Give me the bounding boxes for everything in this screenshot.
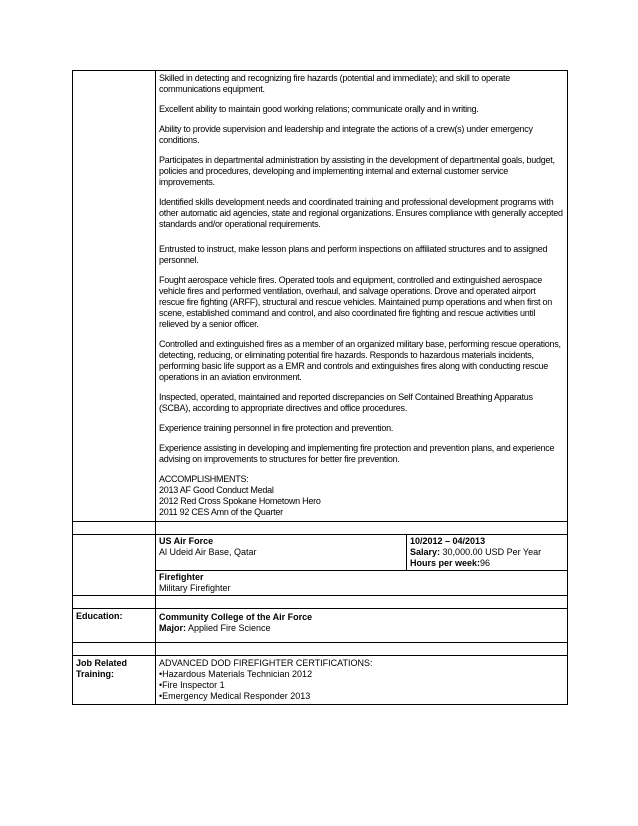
job-hours [410, 558, 564, 569]
experience-description [156, 71, 567, 521]
job-salary [410, 547, 564, 558]
job-dates: 10/2012 – 04/2013 [410, 536, 486, 546]
job-employer-cell [156, 535, 407, 570]
job-details [156, 535, 567, 595]
accomplishment-item: 2013 AF Good Conduct Medal [159, 485, 274, 495]
job-location: Al Udeid Air Base, Qatar [159, 547, 257, 557]
training-item: •Emergency Medical Responder 2013 [159, 691, 311, 701]
spacer-left [73, 596, 156, 608]
duty-paragraph: Participates in departmental administration by assisting in the development of departmental goals, budget, policies and procedures, developing and implementing internal and external customer service improvements. [159, 155, 555, 187]
accomplishment-item: 2012 Red Cross Spokane Hometown Hero [159, 496, 321, 506]
job-meta-cell [407, 535, 567, 570]
experience-label-cell [73, 71, 156, 521]
spacer-right [156, 596, 567, 608]
duty-paragraph: Inspected, operated, maintained and reported discrepancies on Self Contained Breathing Apparatus (SCBA), according to appropriate directives and office procedures. [159, 392, 533, 413]
spacer-right [156, 643, 567, 655]
training-item: •Fire Inspector 1 [159, 680, 225, 690]
duty-paragraph: Excellent ability to maintain good working relations; communicate orally and in writing. [159, 104, 479, 114]
spacer-left [73, 522, 156, 534]
hours-value: 96 [480, 558, 491, 568]
training-heading: ADVANCED DOD FIREFIGHTER CERTIFICATIONS: [159, 658, 373, 668]
job-row [73, 534, 567, 595]
spacer-left [73, 643, 156, 655]
duty-paragraph: Ability to provide supervision and leadership and integrate the actions of a crew(s) under emergency conditions. [159, 124, 533, 145]
accomplishments-heading: ACCOMPLISHMENTS: [159, 474, 249, 484]
duty-paragraph: Identified skills development needs and coordinated training and professional development programs with other automatic aid agencies, state and regional organizations. Ensures compliance with generally accepted standards and/or operational requirements. [159, 197, 563, 229]
spacer-row [73, 595, 567, 608]
duty-paragraph: Experience assisting in developing and implementing fire protection and prevention plans, and experience advising on improvements to structures for better fire prevention. [159, 443, 555, 464]
spacer-right [156, 522, 567, 534]
education-details [156, 609, 567, 642]
duty-paragraph: Controlled and extinguished fires as a member of an organized military base, performing rescue operations, detecting, reducing, or eliminating potential fire hazards. Responds to hazardous materials incidents, performing basic life support as a EMR and controls and extinguishes fires along with conducting rescue operations in an aviation environment. [159, 339, 561, 382]
spacer-row [73, 521, 567, 534]
job-label-cell [73, 535, 156, 595]
duty-paragraph: Experience training personnel in fire protection and prevention. [159, 423, 394, 433]
training-label [73, 656, 156, 704]
job-title-cell [156, 570, 567, 595]
training-row [73, 655, 567, 704]
hours-label: Hours per week: [410, 558, 481, 568]
training-label-line2: Training: [76, 669, 114, 679]
training-label-line1: Job Related [76, 658, 128, 668]
training-item: •Hazardous Materials Technician 2012 [159, 669, 313, 679]
duty-paragraph: Fought aerospace vehicle fires. Operated tools and equipment, controlled and extinguished aerospace vehicle fires and performed ventilation, overhaul, and salvage operations. Drove and operated airport rescue fire fighting (ARFF), structural and rescue vehicles. Maintained pump operations and when first on scene, established command and control, and also coordinated fire fighting and rescue activities until relieved by a senior officer. [159, 275, 552, 329]
resume-table [72, 70, 568, 705]
duty-paragraph: Entrusted to instruct, make lesson plans and perform inspections on affiliated structures and to assigned personnel. [159, 244, 548, 265]
accomplishment-item: 2011 92 CES Amn of the Quarter [159, 507, 283, 517]
training-details [156, 656, 567, 704]
job-title: Firefighter [159, 572, 204, 582]
experience-row [73, 71, 567, 521]
salary-label: Salary: [410, 547, 441, 557]
education-school: Community College of the Air Force [159, 612, 313, 622]
job-header [156, 535, 567, 570]
major-value: Applied Fire Science [188, 623, 271, 633]
major-label: Major: [159, 623, 186, 633]
accomplishments [159, 474, 563, 518]
education-major [159, 623, 564, 634]
job-series: Military Firefighter [159, 583, 231, 593]
spacer-row [73, 642, 567, 655]
job-employer: US Air Force [159, 536, 214, 546]
duty-paragraph: Skilled in detecting and recognizing fire hazards (potential and immediate); and skill to operate communications equipment. [159, 73, 510, 94]
salary-value: 30,000.00 USD Per Year [442, 547, 542, 557]
education-label: Education: [73, 609, 156, 642]
education-row [73, 608, 567, 642]
